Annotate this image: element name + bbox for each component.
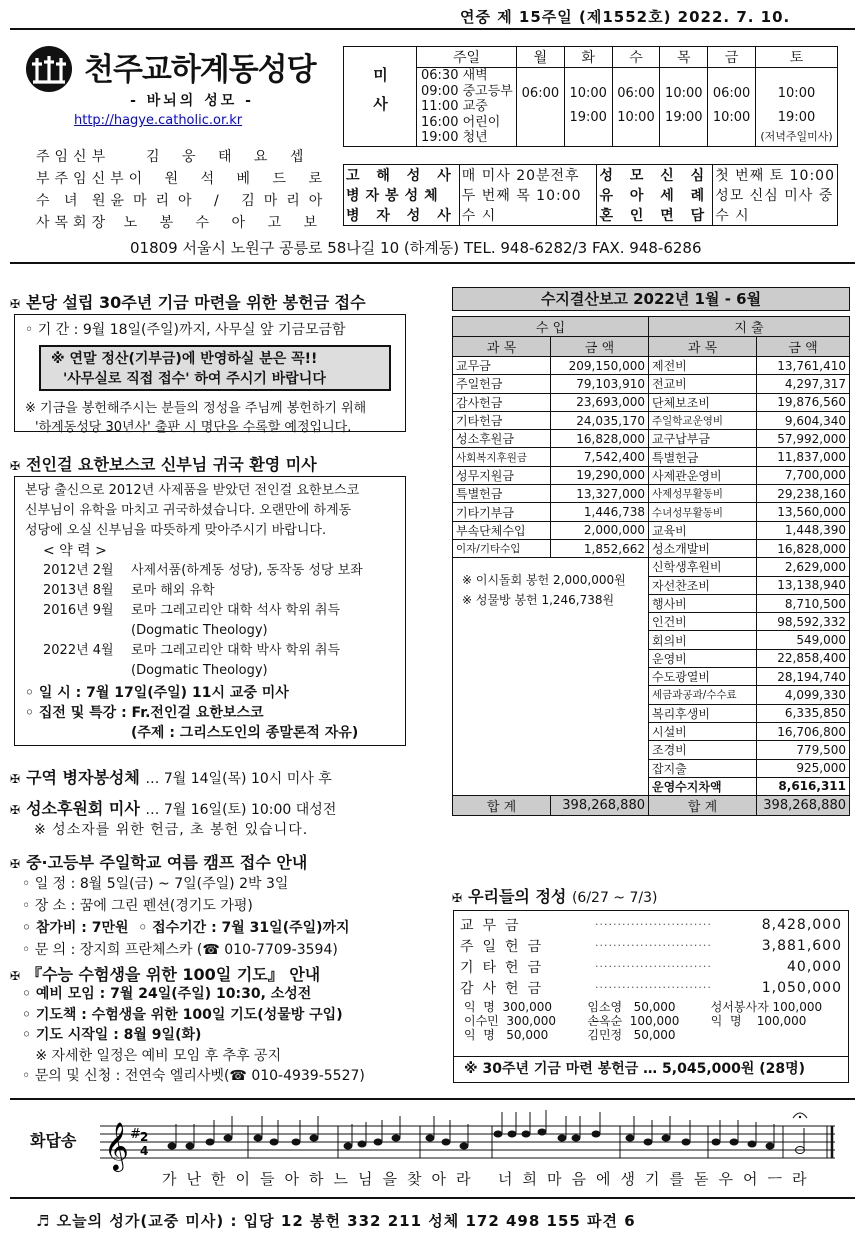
day-header: 수	[612, 47, 660, 68]
lyric-syllable: 을	[382, 1170, 398, 1188]
info-key: 혼 인 면 담	[597, 205, 713, 226]
offering-line: 교무금 ·························· 8,428,000	[460, 916, 842, 934]
welcome-mass-box	[14, 476, 406, 746]
expense-item: 교구납부금	[649, 430, 757, 448]
offering-label: 기타헌금	[460, 959, 551, 976]
sacrament-info-table	[343, 164, 838, 226]
income-amount: 23,693,000	[551, 393, 649, 411]
expense-item: 행사비	[649, 594, 757, 612]
expense-amount: 8,710,500	[757, 594, 850, 612]
lyric-syllable: 아	[284, 1170, 300, 1188]
col-amount: 금 액	[551, 337, 649, 357]
day-header: 주일	[417, 47, 517, 68]
camp-details	[22, 873, 350, 961]
parish-website-link[interactable]: http://hagye.catholic.or.kr	[74, 113, 243, 128]
parish-name: 천주교하계동성당	[84, 52, 316, 88]
expense-item: 특별헌금	[649, 448, 757, 466]
info-value: 첫 번째 토 10:00	[713, 165, 838, 186]
lecture-info: ◦ 집전 및 특강 : Fr.전인걸 요한보스코	[25, 705, 264, 721]
expense-amount: 1,448,390	[757, 521, 850, 539]
finance-report-title: 수지결산보고 2022년 1월 - 6월	[452, 287, 850, 311]
expense-item: 수도광열비	[649, 668, 757, 686]
monday-times: 06:00	[517, 68, 565, 147]
staff-role: 수 녀 원	[36, 193, 111, 209]
lyric-syllable: 기	[645, 1170, 661, 1188]
finance-row	[453, 393, 850, 411]
donor-entry: 손옥순 100,000	[587, 1014, 680, 1028]
fund-note-line: '하계동성당 30년사' 출판 시 명단을 수록할 예정입니다.	[35, 420, 352, 435]
expense-amount: 2,629,000	[757, 558, 850, 576]
expense-item: 운영비	[649, 649, 757, 667]
expense-item: 주일학교운영비	[649, 411, 757, 429]
staff-name: 이 원 석 베 드 로	[128, 171, 332, 187]
patron-name: - 바뇌의 성모 -	[130, 93, 254, 109]
section-title: ✠ 『수능 수험생을 위한 100일 기도』 안내	[10, 965, 321, 984]
total-label: 합 계	[649, 796, 757, 816]
lyric-syllable: 에	[596, 1170, 612, 1188]
bio-item: 2013년 8월 로마 해외 유학	[43, 583, 215, 598]
divider	[10, 28, 855, 30]
section-title: ✠ 전인걸 요한보스코 신부님 귀국 환영 미사	[10, 455, 317, 474]
lyric-syllable: ㅡ	[767, 1170, 783, 1188]
detail-line: ※ 자세한 일정은 예비 모임 후 추후 공지	[22, 1047, 282, 1064]
offering-amount: 8,428,000	[761, 916, 842, 933]
expense-amount: 6,335,850	[757, 704, 850, 722]
section-title: ✠ 성소후원회 미사 … 7월 16일(토) 10:00 대성전	[10, 799, 337, 818]
income-amount: 24,035,170	[551, 411, 649, 429]
finance-row	[453, 430, 850, 448]
expense-header: 지 출	[649, 317, 850, 337]
saturday-times: 10:00 19:00 (저녁주일미사)	[756, 68, 838, 147]
offering-line: 감사헌금 ·························· 1,050,000	[460, 979, 842, 997]
info-value: 성모 신심 미사 중	[713, 185, 838, 205]
section-title: ✠ 우리들의 정성 (6/27 ~ 7/3)	[452, 887, 658, 906]
fund-notice-box	[14, 314, 406, 435]
expense-item: 복리후생비	[649, 704, 757, 722]
staff-name: 김 웅 태 요 셉	[146, 149, 313, 165]
mass-when: ◦ 일 시 : 7월 17일(주일) 11시 교중 미사	[25, 685, 289, 701]
expense-amount: 9,604,340	[757, 411, 850, 429]
svg-text:#: #	[130, 1127, 141, 1142]
expense-amount: 7,700,000	[757, 466, 850, 484]
donor-entry: 익 명 100,000	[710, 1014, 807, 1028]
finance-row	[453, 448, 850, 466]
tuesday-times: 10:00 19:00	[564, 68, 612, 147]
donor-entry: 이수민 300,000	[464, 1014, 557, 1028]
info-row	[344, 205, 838, 226]
detail-line: ◦ 문 의 : 장지희 프란체스카 (☎ 010-7709-3594)	[22, 942, 338, 958]
col-amount: 금 액	[757, 337, 850, 357]
expense-item: 사제관운영비	[649, 466, 757, 484]
expense-item: 세금과공과/수수료	[649, 686, 757, 704]
lyric-syllable: 찾	[407, 1170, 423, 1188]
expense-amount: 4,297,317	[757, 375, 850, 393]
income-amount: 79,103,910	[551, 375, 649, 393]
vocation-note: ※ 성소자를 위한 헌금, 초 봉헌 있습니다.	[34, 822, 309, 838]
finance-row	[453, 485, 850, 503]
expense-amount: 16,706,800	[757, 722, 850, 740]
lyric-syllable: 난	[186, 1170, 202, 1188]
expense-item: 사제성무활동비	[649, 485, 757, 503]
mass-schedule-table	[343, 46, 838, 147]
expense-amount: 22,858,400	[757, 649, 850, 667]
finance-row	[453, 539, 850, 557]
income-amount: 16,828,000	[551, 430, 649, 448]
info-key: 유 아 세 례	[597, 185, 713, 205]
income-amount: 1,852,662	[551, 539, 649, 557]
info-value: 수 시	[459, 205, 597, 226]
finance-row	[453, 357, 850, 375]
expense-amount: 28,194,740	[757, 668, 850, 686]
lyric-syllable: 라	[456, 1170, 472, 1188]
expense-amount: 11,837,000	[757, 448, 850, 466]
info-key: 병 자 성 사	[344, 205, 460, 226]
income-total: 398,268,880	[551, 796, 649, 816]
income-item: 주일헌금	[453, 375, 551, 393]
info-value: 수 시	[713, 205, 838, 226]
tax-notice: ※ 연말 정산(기부금)에 반영하실 분은 꼭!! '사무실로 직접 접수' 하여 주시기 바랍니다	[39, 345, 391, 391]
todays-hymns: ♬ 오늘의 성가(교중 미사) : 입당 12 봉헌 332 211 성체 172 498 155 파견 6	[36, 1212, 636, 1230]
expense-item: 조경비	[649, 741, 757, 759]
anniversary-fund-total: ※ 30주년 기금 마련 봉헌금 … 5,045,000원 (28명)	[454, 1056, 848, 1082]
finance-row	[453, 558, 850, 576]
detail-line: ◦ 장 소 : 꿈에 그린 펜션(경기도 가평)	[22, 898, 253, 914]
expense-item: 인건비	[649, 613, 757, 631]
finance-notes: ※ 이시돌회 봉헌 2,000,000원 ※ 성물방 봉헌 1,246,738원	[453, 558, 649, 796]
income-item: 특별헌금	[453, 485, 551, 503]
info-value: 두 번째 목 10:00	[461, 188, 582, 204]
bio-item: 2016년 9월 로마 그레고리안 대학 석사 학위 취득	[43, 603, 341, 618]
expense-item: 교육비	[649, 521, 757, 539]
bio-item: (Dogmatic Theology)	[131, 623, 268, 638]
section-title: ✠ 본당 설립 30주년 기금 마련을 위한 봉헌금 접수	[10, 293, 366, 312]
donor-list	[454, 998, 848, 1044]
staff-role: 사목회장	[36, 215, 111, 231]
expense-item: 회의비	[649, 631, 757, 649]
total-label: 합 계	[453, 796, 551, 816]
thursday-times: 10:00 19:00	[660, 68, 708, 147]
lyric-syllable: 들	[260, 1170, 276, 1188]
income-amount: 209,150,000	[551, 357, 649, 375]
detail-line: ◦ 기도책 : 수험생을 위한 100일 기도(성물방 구입)	[22, 1006, 343, 1023]
donor-entry: 임소영 50,000	[587, 1000, 676, 1014]
expense-amount: 779,500	[757, 741, 850, 759]
divider	[10, 1197, 855, 1199]
day-header: 토	[756, 47, 838, 68]
section-title: ✠ 구역 병자봉성체 … 7월 14일(목) 10시 미사 후	[10, 768, 332, 787]
bio-list	[25, 561, 395, 681]
income-item: 기타헌금	[453, 411, 551, 429]
income-item: 부속단체수입	[453, 521, 551, 539]
lyric-syllable: 음	[571, 1170, 587, 1188]
income-amount: 2,000,000	[551, 521, 649, 539]
offering-label: 교무금	[460, 917, 528, 934]
income-amount: 1,446,738	[551, 503, 649, 521]
expense-amount: 29,238,160	[757, 485, 850, 503]
income-item: 이자/기타수입	[453, 539, 551, 557]
lyric-syllable: 어	[743, 1170, 759, 1188]
lyric-syllable: 가	[162, 1170, 178, 1188]
finance-row	[453, 503, 850, 521]
income-item: 감사헌금	[453, 393, 551, 411]
parish-logo-icon	[24, 44, 74, 94]
lyric-syllable: 라	[792, 1170, 808, 1188]
expense-amount: 925,000	[757, 759, 850, 777]
divider	[10, 1098, 855, 1100]
prayer-details	[22, 984, 365, 1087]
expense-item: 성소개발비	[649, 539, 757, 557]
lyric-syllable: 한	[211, 1170, 227, 1188]
parish-address: 01809 서울시 노원구 공릉로 58나길 10 (하계동) TEL. 948-6282/3 FAX. 948-6286	[130, 239, 702, 257]
psalm-label: 화답송	[30, 1131, 77, 1150]
bio-item: 2022년 4월 로마 그레고리안 대학 박사 학위 취득	[43, 643, 341, 658]
detail-line: ◦ 참가비 : 7만원 ◦ 접수기간 : 7월 31일(주일)까지	[22, 920, 350, 936]
expense-item: 수녀성무활동비	[649, 503, 757, 521]
lyric-syllable: 우	[718, 1170, 734, 1188]
lyric-syllable: 하	[309, 1170, 325, 1188]
friday-times: 06:00 10:00	[708, 68, 756, 147]
offering-line: 주일헌금 ·························· 3,881,600	[460, 937, 842, 955]
staff-role: 주임신부	[36, 149, 111, 165]
income-item: 성무지원금	[453, 466, 551, 484]
expense-amount: 19,876,560	[757, 393, 850, 411]
donor-entry	[711, 1028, 838, 1042]
income-amount: 13,327,000	[551, 485, 649, 503]
expense-item: 잡지출	[649, 759, 757, 777]
detail-line: ◦ 문의 및 신청 : 전연숙 엘리사벳(☎ 010-4939-5527)	[22, 1068, 365, 1084]
donor-entry: 김민정 50,000	[587, 1028, 676, 1042]
staff-name: 노 봉 수 아 고 보	[123, 215, 326, 231]
income-item: 성소후원금	[453, 430, 551, 448]
finance-row	[453, 375, 850, 393]
sunday-times: 06:30 새벽 09:00 중고등부 11:00 교중 16:00 어린이 19:00 청년	[417, 68, 517, 147]
lyric-syllable: 희	[522, 1170, 538, 1188]
day-header: 화	[564, 47, 612, 68]
info-row	[344, 185, 838, 205]
fund-period: ◦ 기 간 : 9월 18일(주일)까지, 사무실 앞 기금모금함	[25, 322, 346, 338]
income-header: 수 입	[453, 317, 649, 337]
expense-amount: 4,099,330	[757, 686, 850, 704]
income-amount: 7,542,400	[551, 448, 649, 466]
offering-line: 기타헌금 ·························· 40,000	[460, 958, 842, 976]
col-item: 과 목	[453, 337, 551, 357]
lyric-syllable: 마	[547, 1170, 563, 1188]
svg-text:2: 2	[140, 1130, 149, 1144]
fund-note-line: ※ 기금을 봉헌해주시는 분들의 정성을 주님께 봉헌하기 위해	[25, 401, 367, 416]
expense-amount: 98,592,332	[757, 613, 850, 631]
expense-amount: 8,616,311	[757, 777, 850, 795]
staff-row	[36, 211, 326, 233]
svg-text:𝄞: 𝄞	[104, 1121, 129, 1170]
income-amount: 19,290,000	[551, 466, 649, 484]
staff-list	[36, 145, 332, 233]
lyric-syllable: 님	[358, 1170, 374, 1188]
lyric-syllable: 아	[431, 1170, 447, 1188]
info-key: 성 모 신 심	[597, 165, 713, 186]
finance-row	[453, 521, 850, 539]
expense-item: 단체보조비	[649, 393, 757, 411]
staff-role: 부주임신부	[36, 171, 129, 187]
lyric-syllable: 돋	[694, 1170, 710, 1188]
info-row	[344, 165, 838, 186]
divider	[10, 262, 855, 264]
offering-amount: 3,881,600	[761, 937, 842, 954]
staff-row	[36, 167, 332, 189]
day-header: 금	[708, 47, 756, 68]
wednesday-times: 06:00 10:00	[612, 68, 660, 147]
expense-item: 운영수지차액	[649, 777, 757, 795]
intro-text: 본당 출신으로 2012년 사제품을 받았던 전인걸 요한보스코 신부님이 유학을 마치고 귀국하셨습니다. 오랜만에 하계동 성당에 오실 신부님을 따뜻하게 맞아주시기 바랍니다.	[25, 483, 360, 538]
offering-amount: 1,050,000	[761, 979, 842, 996]
info-value: 매 미사 20분전후	[459, 165, 597, 186]
expense-amount: 13,138,940	[757, 576, 850, 594]
staff-name: 윤마리아 / 김마리아	[110, 193, 332, 209]
lyric-syllable: 느	[333, 1170, 349, 1188]
bio-item: (Dogmatic Theology)	[131, 663, 268, 678]
offering-label: 주일헌금	[460, 938, 551, 955]
detail-line: ◦ 기도 시작일 : 8월 9일(화)	[22, 1027, 202, 1043]
expense-item: 제전비	[649, 357, 757, 375]
lyric-syllable: 이	[235, 1170, 251, 1188]
lyric-syllable: 를	[669, 1170, 685, 1188]
detail-line: ◦ 예비 모임 : 7월 24일(주일) 10:30, 소성전	[22, 986, 312, 1002]
issue-info: 연중 제 15주일 (제1552호) 2022. 7. 10.	[460, 8, 791, 26]
finance-row	[453, 411, 850, 429]
day-header: 목	[660, 47, 708, 68]
expense-amount: 16,828,000	[757, 539, 850, 557]
detail-line: ◦ 일 정 : 8월 5일(금) ~ 7일(주일) 2박 3일	[22, 876, 289, 892]
offering-label: 감사헌금	[460, 980, 551, 997]
staff-row	[36, 145, 326, 167]
expense-item: 신학생후원비	[649, 558, 757, 576]
lyric-syllable: 생	[620, 1170, 636, 1188]
finance-row	[453, 466, 850, 484]
expense-total: 398,268,880	[757, 796, 850, 816]
col-item: 과 목	[649, 337, 757, 357]
income-item: 교무금	[453, 357, 551, 375]
income-item: 사회복지후원금	[453, 448, 551, 466]
lyric-syllable: 너	[498, 1170, 514, 1188]
day-header: 월	[517, 47, 565, 68]
offering-amount: 40,000	[787, 958, 842, 975]
mass-label: 미사	[344, 47, 417, 147]
svg-text:4: 4	[140, 1144, 149, 1158]
finance-table	[452, 316, 850, 816]
expense-item: 시설비	[649, 722, 757, 740]
expense-amount: 57,992,000	[757, 430, 850, 448]
bio-item: 2012년 2월 사제서품(하계동 성당), 동작동 성당 보좌	[43, 563, 363, 578]
donor-entry: 성서봉사자 100,000	[710, 1000, 823, 1014]
offering-box	[453, 910, 849, 1083]
income-item: 기타기부금	[453, 503, 551, 521]
bio-title: < 약 력 >	[43, 543, 107, 559]
donor-entry: 익 명 50,000	[464, 1028, 549, 1042]
info-key: 고 해 성 사	[344, 165, 460, 186]
expense-item: 전교비	[649, 375, 757, 393]
staff-row	[36, 189, 332, 211]
expense-amount: 13,560,000	[757, 503, 850, 521]
lecture-theme: (주제 : 그리스도인의 종말론적 자유)	[131, 725, 359, 741]
section-title: ✠ 중·고등부 주일학교 여름 캠프 접수 안내	[10, 853, 308, 872]
expense-amount: 549,000	[757, 631, 850, 649]
expense-amount: 13,761,410	[757, 357, 850, 375]
info-key: 병자봉성체	[344, 185, 460, 205]
donor-entry: 익 명 300,000	[464, 1000, 553, 1014]
expense-item: 자선찬조비	[649, 576, 757, 594]
psalm-lyrics	[162, 1168, 817, 1189]
